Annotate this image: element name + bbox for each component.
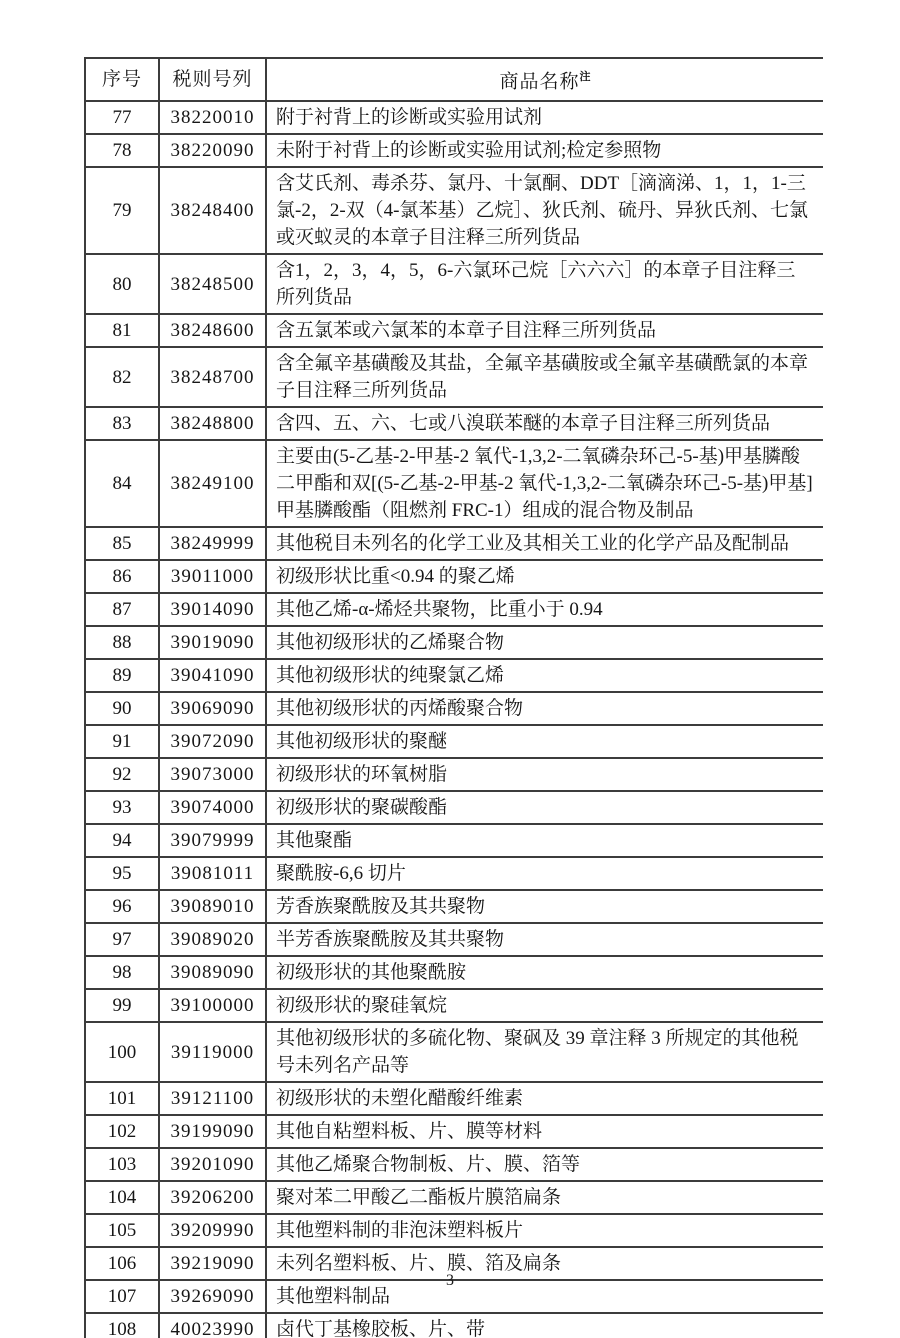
row-no-cell: 78	[85, 134, 159, 167]
row-no-cell: 80	[85, 254, 159, 314]
row-no-cell: 105	[85, 1214, 159, 1247]
row-code-cell: 39073000	[159, 758, 266, 791]
row-name-cell: 其他税目未列名的化学工业及其相关工业的化学产品及配制品	[266, 527, 823, 560]
row-name-cell: 含艾氏剂、毒杀芬、氯丹、十氯酮、DDT［滴滴涕、1，1，1-三氯-2，2-双（4-氯苯基）乙烷］、狄氏剂、硫丹、异狄氏剂、七氯或灭蚁灵的本章子目注释三所列货品	[266, 167, 823, 254]
row-no-cell: 97	[85, 923, 159, 956]
row-no-cell: 104	[85, 1181, 159, 1214]
row-code-cell: 39201090	[159, 1148, 266, 1181]
table-row	[85, 923, 823, 956]
row-no-cell: 96	[85, 890, 159, 923]
table-row	[85, 1022, 823, 1082]
table-row	[85, 347, 823, 407]
row-no-cell: 77	[85, 101, 159, 134]
row-code-cell: 39209990	[159, 1214, 266, 1247]
header-col-code: 税则号列	[159, 58, 266, 101]
row-code-cell: 39069090	[159, 692, 266, 725]
row-name-cell: 其他聚酯	[266, 824, 823, 857]
row-no-cell: 99	[85, 989, 159, 1022]
row-no-cell: 94	[85, 824, 159, 857]
table-row	[85, 254, 823, 314]
row-no-cell: 86	[85, 560, 159, 593]
table-row	[85, 626, 823, 659]
row-name-cell: 其他初级形状的聚醚	[266, 725, 823, 758]
row-code-cell: 39199090	[159, 1115, 266, 1148]
table-row	[85, 560, 823, 593]
row-name-cell: 初级形状的聚碳酸酯	[266, 791, 823, 824]
header-col-name	[266, 58, 823, 101]
row-name-cell: 含五氯苯或六氯苯的本章子目注释三所列货品	[266, 314, 823, 347]
row-code-cell: 38249100	[159, 440, 266, 527]
tariff-table	[84, 57, 823, 1338]
table-row	[85, 890, 823, 923]
row-code-cell: 38220010	[159, 101, 266, 134]
row-name-cell: 未附于衬背上的诊断或实验用试剂;检定参照物	[266, 134, 823, 167]
table-row	[85, 134, 823, 167]
row-name-cell: 未列名塑料板、片、膜、箔及扁条	[266, 1247, 823, 1280]
row-code-cell: 39089010	[159, 890, 266, 923]
table-row	[85, 791, 823, 824]
row-code-cell: 39074000	[159, 791, 266, 824]
row-no-cell: 95	[85, 857, 159, 890]
table-row	[85, 692, 823, 725]
row-code-cell: 39121100	[159, 1082, 266, 1115]
row-no-cell: 83	[85, 407, 159, 440]
row-no-cell: 90	[85, 692, 159, 725]
table-row	[85, 167, 823, 254]
row-name-cell: 初级形状的环氧树脂	[266, 758, 823, 791]
page-number: 3	[446, 1272, 454, 1289]
row-no-cell: 92	[85, 758, 159, 791]
table-row	[85, 1148, 823, 1181]
row-code-cell: 38248400	[159, 167, 266, 254]
row-code-cell: 39089020	[159, 923, 266, 956]
row-code-cell: 39269090	[159, 1280, 266, 1313]
row-name-cell: 含四、五、六、七或八溴联苯醚的本章子目注释三所列货品	[266, 407, 823, 440]
table-row	[85, 824, 823, 857]
table-row	[85, 440, 823, 527]
row-code-cell: 39011000	[159, 560, 266, 593]
table-row	[85, 314, 823, 347]
row-no-cell: 100	[85, 1022, 159, 1082]
table-row	[85, 857, 823, 890]
row-no-cell: 101	[85, 1082, 159, 1115]
row-code-cell: 38248800	[159, 407, 266, 440]
row-no-cell: 88	[85, 626, 159, 659]
row-code-cell: 39079999	[159, 824, 266, 857]
row-no-cell: 106	[85, 1247, 159, 1280]
row-name-cell: 卤代丁基橡胶板、片、带	[266, 1313, 823, 1338]
row-no-cell: 98	[85, 956, 159, 989]
row-no-cell: 79	[85, 167, 159, 254]
row-code-cell: 39100000	[159, 989, 266, 1022]
row-name-cell: 初级形状的其他聚酰胺	[266, 956, 823, 989]
row-code-cell: 39041090	[159, 659, 266, 692]
row-name-cell: 其他乙烯聚合物制板、片、膜、箔等	[266, 1148, 823, 1181]
row-name-cell: 芳香族聚酰胺及其共聚物	[266, 890, 823, 923]
table-body	[85, 101, 823, 1338]
row-code-cell: 39014090	[159, 593, 266, 626]
row-name-cell: 初级形状的聚硅氧烷	[266, 989, 823, 1022]
row-name-cell: 其他塑料制的非泡沫塑料板片	[266, 1214, 823, 1247]
table-row	[85, 1115, 823, 1148]
row-no-cell: 102	[85, 1115, 159, 1148]
row-code-cell: 38248700	[159, 347, 266, 407]
header-note-superscript: 注	[579, 70, 591, 83]
row-no-cell: 81	[85, 314, 159, 347]
table-row	[85, 758, 823, 791]
row-name-cell: 主要由(5-乙基-2-甲基-2 氧代-1,3,2-二氧磷杂环己-5-基)甲基膦酸二甲酯和双[(5-乙基-2-甲基-2 氧代-1,3,2-二氧磷杂环己-5-基)甲基]甲基膦酸酯（阻燃剂 FRC-1）组成的混合物及制品	[266, 440, 823, 527]
row-no-cell: 89	[85, 659, 159, 692]
table-row	[85, 407, 823, 440]
row-no-cell: 103	[85, 1148, 159, 1181]
row-code-cell: 38248500	[159, 254, 266, 314]
row-name-cell: 其他乙烯-α-烯烃共聚物，比重小于 0.94	[266, 593, 823, 626]
row-name-cell: 含全氟辛基磺酸及其盐，全氟辛基磺胺或全氟辛基磺酰氯的本章子目注释三所列货品	[266, 347, 823, 407]
table-row	[85, 725, 823, 758]
table-row	[85, 989, 823, 1022]
row-name-cell: 半芳香族聚酰胺及其共聚物	[266, 923, 823, 956]
row-code-cell: 39019090	[159, 626, 266, 659]
row-name-cell: 其他自粘塑料板、片、膜等材料	[266, 1115, 823, 1148]
table-row	[85, 1082, 823, 1115]
row-name-cell: 其他初级形状的纯聚氯乙烯	[266, 659, 823, 692]
row-code-cell: 39206200	[159, 1181, 266, 1214]
row-name-cell: 初级形状的未塑化醋酸纤维素	[266, 1082, 823, 1115]
row-code-cell: 39072090	[159, 725, 266, 758]
header-col-no: 序号	[85, 58, 159, 101]
row-no-cell: 87	[85, 593, 159, 626]
table-row	[85, 527, 823, 560]
row-no-cell: 85	[85, 527, 159, 560]
row-name-cell: 含1，2，3，4，5，6-六氯环己烷［六六六］的本章子目注释三所列货品	[266, 254, 823, 314]
row-code-cell: 39219090	[159, 1247, 266, 1280]
row-no-cell: 93	[85, 791, 159, 824]
row-code-cell: 38220090	[159, 134, 266, 167]
row-name-cell: 聚酰胺-6,6 切片	[266, 857, 823, 890]
row-code-cell: 38248600	[159, 314, 266, 347]
header-row	[85, 58, 823, 101]
row-no-cell: 82	[85, 347, 159, 407]
row-code-cell: 40023990	[159, 1313, 266, 1338]
row-name-cell: 其他塑料制品	[266, 1280, 823, 1313]
table-row	[85, 101, 823, 134]
row-no-cell: 107	[85, 1280, 159, 1313]
header-col-name-label: 商品名称	[499, 71, 580, 93]
table-row	[85, 1214, 823, 1247]
row-code-cell: 38249999	[159, 527, 266, 560]
table-row	[85, 1313, 823, 1338]
row-name-cell: 附于衬背上的诊断或实验用试剂	[266, 101, 823, 134]
row-no-cell: 108	[85, 1313, 159, 1338]
table-header	[85, 58, 823, 101]
table-row	[85, 956, 823, 989]
row-code-cell: 39081011	[159, 857, 266, 890]
table-row	[85, 659, 823, 692]
row-name-cell: 其他初级形状的多硫化物、聚砜及 39 章注释 3 所规定的其他税号未列名产品等	[266, 1022, 823, 1082]
row-name-cell: 初级形状比重<0.94 的聚乙烯	[266, 560, 823, 593]
row-no-cell: 84	[85, 440, 159, 527]
row-code-cell: 39119000	[159, 1022, 266, 1082]
row-name-cell: 其他初级形状的乙烯聚合物	[266, 626, 823, 659]
row-code-cell: 39089090	[159, 956, 266, 989]
table-row	[85, 593, 823, 626]
row-no-cell: 91	[85, 725, 159, 758]
row-name-cell: 聚对苯二甲酸乙二酯板片膜箔扁条	[266, 1181, 823, 1214]
table-row	[85, 1181, 823, 1214]
row-name-cell: 其他初级形状的丙烯酸聚合物	[266, 692, 823, 725]
